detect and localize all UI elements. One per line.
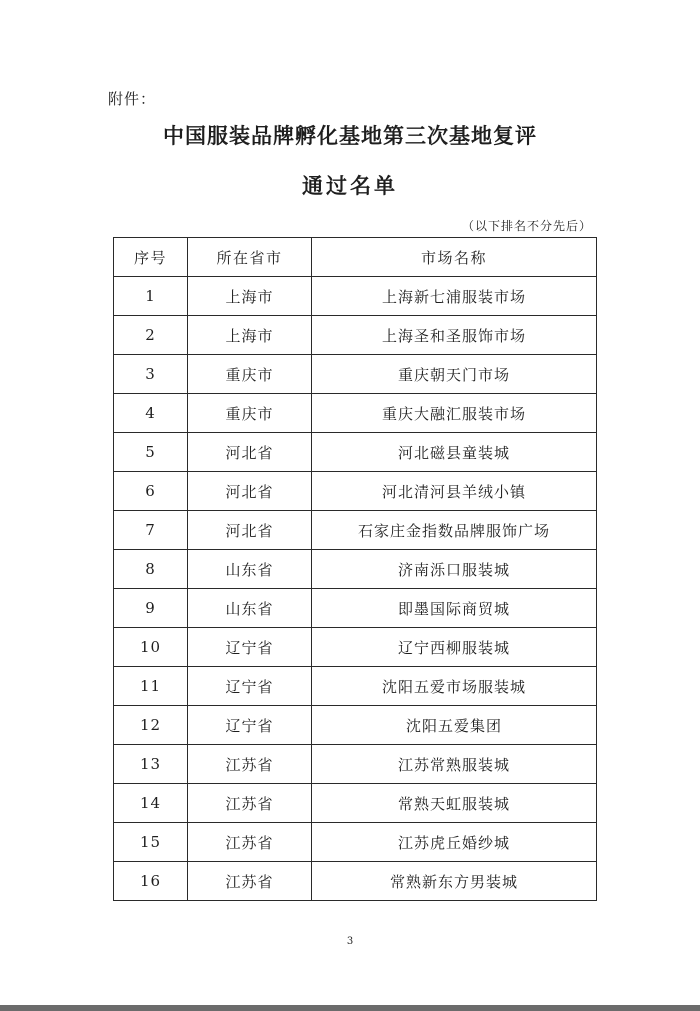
table-row — [114, 862, 597, 901]
header-province: 所在省市 — [188, 238, 312, 277]
table-row — [114, 706, 597, 745]
header-market-name: 市场名称 — [312, 238, 597, 277]
cell-market-name: 沈阳五爱集团 — [312, 706, 597, 745]
document-title: 中国服装品牌孵化基地第三次基地复评 — [163, 124, 537, 148]
cell-serial: 3 — [114, 355, 188, 394]
attachment-label: 附件： — [108, 90, 157, 108]
cell-serial: 9 — [114, 589, 188, 628]
cell-province: 上海市 — [188, 316, 312, 355]
cell-market-name: 常熟新东方男装城 — [312, 862, 597, 901]
bottom-edge — [0, 1005, 700, 1011]
ranking-note: （以下排名不分先后） — [461, 219, 592, 233]
cell-serial: 14 — [114, 784, 188, 823]
cell-market-name: 河北清河县羊绒小镇 — [312, 472, 597, 511]
header-serial: 序号 — [114, 238, 188, 277]
table-row — [114, 628, 597, 667]
page-number: 3 — [346, 936, 354, 947]
table-body — [114, 277, 597, 901]
cell-province: 辽宁省 — [188, 628, 312, 667]
table-row — [114, 784, 597, 823]
table-row — [114, 667, 597, 706]
cell-market-name: 江苏常熟服装城 — [312, 745, 597, 784]
cell-serial: 4 — [114, 394, 188, 433]
table-row — [114, 277, 597, 316]
cell-serial: 1 — [114, 277, 188, 316]
cell-serial: 10 — [114, 628, 188, 667]
cell-province: 山东省 — [188, 550, 312, 589]
cell-market-name: 辽宁西柳服装城 — [312, 628, 597, 667]
cell-serial: 16 — [114, 862, 188, 901]
cell-province: 河北省 — [188, 511, 312, 550]
cell-market-name: 石家庄金指数品牌服饰广场 — [312, 511, 597, 550]
cell-province: 山东省 — [188, 589, 312, 628]
table-row — [114, 394, 597, 433]
cell-market-name: 重庆大融汇服装市场 — [312, 394, 597, 433]
table-row — [114, 472, 597, 511]
table-row — [114, 355, 597, 394]
cell-serial: 6 — [114, 472, 188, 511]
table-row — [114, 823, 597, 862]
cell-serial: 7 — [114, 511, 188, 550]
cell-market-name: 上海新七浦服装市场 — [312, 277, 597, 316]
cell-province: 辽宁省 — [188, 706, 312, 745]
cell-market-name: 常熟天虹服装城 — [312, 784, 597, 823]
cell-market-name: 济南泺口服装城 — [312, 550, 597, 589]
cell-serial: 8 — [114, 550, 188, 589]
table-row — [114, 745, 597, 784]
cell-province: 重庆市 — [188, 394, 312, 433]
table-row — [114, 589, 597, 628]
cell-market-name: 沈阳五爱市场服装城 — [312, 667, 597, 706]
cell-market-name: 即墨国际商贸城 — [312, 589, 597, 628]
cell-market-name: 上海圣和圣服饰市场 — [312, 316, 597, 355]
cell-province: 河北省 — [188, 433, 312, 472]
cell-province: 河北省 — [188, 472, 312, 511]
cell-serial: 2 — [114, 316, 188, 355]
cell-province: 江苏省 — [188, 745, 312, 784]
cell-serial: 11 — [114, 667, 188, 706]
cell-serial: 13 — [114, 745, 188, 784]
cell-province: 辽宁省 — [188, 667, 312, 706]
cell-province: 上海市 — [188, 277, 312, 316]
table-row — [114, 433, 597, 472]
table-row — [114, 511, 597, 550]
cell-serial: 15 — [114, 823, 188, 862]
cell-serial: 12 — [114, 706, 188, 745]
table-row — [114, 316, 597, 355]
table-header-row — [114, 238, 597, 277]
cell-serial: 5 — [114, 433, 188, 472]
document-subtitle: 通过名单 — [302, 174, 398, 198]
cell-province: 重庆市 — [188, 355, 312, 394]
cell-province: 江苏省 — [188, 823, 312, 862]
cell-province: 江苏省 — [188, 862, 312, 901]
table-row — [114, 550, 597, 589]
cell-market-name: 江苏虎丘婚纱城 — [312, 823, 597, 862]
cell-market-name: 河北磁县童装城 — [312, 433, 597, 472]
cell-province: 江苏省 — [188, 784, 312, 823]
market-list-table — [113, 237, 597, 901]
cell-market-name: 重庆朝天门市场 — [312, 355, 597, 394]
